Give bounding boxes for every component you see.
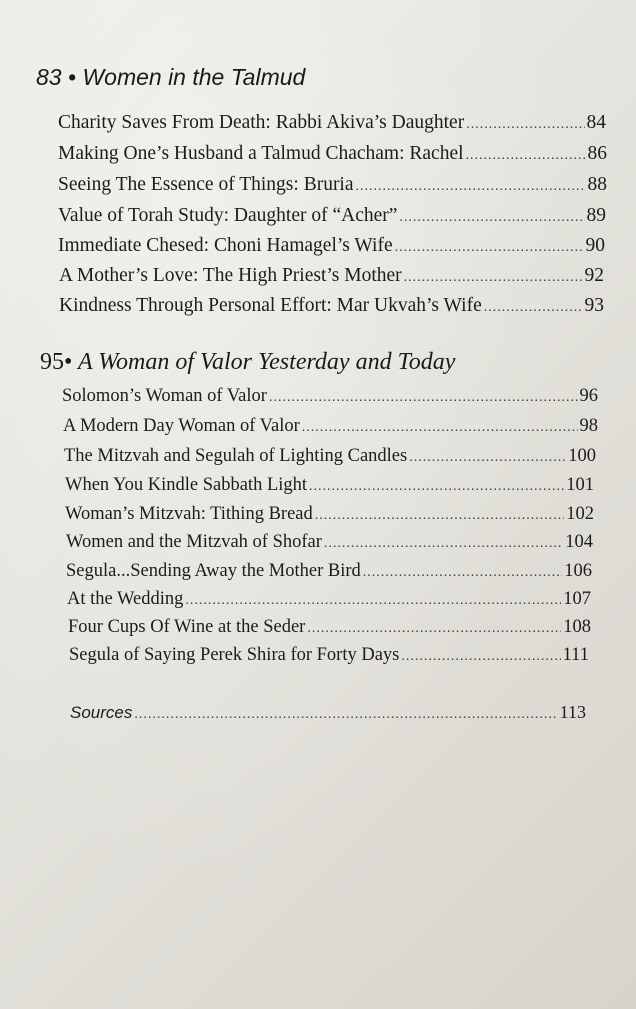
dot-leader bbox=[269, 390, 578, 406]
section-bullet: • bbox=[64, 349, 73, 375]
dot-leader bbox=[309, 479, 564, 495]
toc-entry bbox=[58, 143, 607, 165]
toc-entry-page: 92 bbox=[584, 265, 604, 286]
toc-entry bbox=[59, 265, 604, 287]
toc-entry-title: When You Kindle Sabbath Light bbox=[65, 475, 308, 495]
toc-entry-page: 102 bbox=[566, 504, 594, 524]
toc-entry bbox=[66, 561, 592, 582]
toc-entry-title: Four Cups Of Wine at the Seder bbox=[68, 617, 306, 637]
dot-leader bbox=[401, 649, 560, 665]
toc-entry-title: A Mother’s Love: The High Priest’s Mother bbox=[59, 265, 402, 286]
toc-entry bbox=[64, 446, 596, 467]
toc-entry-page: 101 bbox=[566, 475, 594, 495]
dot-leader bbox=[404, 270, 583, 286]
dot-leader bbox=[134, 707, 557, 723]
toc-entry-title: At the Wedding bbox=[67, 589, 184, 609]
toc-entry-title: Sources bbox=[70, 703, 133, 722]
toc-entry bbox=[58, 112, 606, 134]
toc-entry-title: Immediate Chesed: Choni Hamagel’s Wife bbox=[58, 235, 393, 256]
section-number: 83 bbox=[36, 64, 62, 90]
dot-leader bbox=[307, 621, 561, 637]
dot-leader bbox=[302, 420, 578, 436]
toc-entry-page: 107 bbox=[563, 589, 591, 609]
toc-entry-title: The Mitzvah and Segulah of Lighting Candles bbox=[64, 446, 408, 466]
dot-leader bbox=[363, 565, 562, 581]
toc-entry-title: Women and the Mitzvah of Shofar bbox=[66, 532, 322, 552]
dot-leader bbox=[315, 508, 565, 524]
toc-entry bbox=[63, 416, 598, 437]
dot-leader bbox=[185, 593, 561, 609]
toc-entry-title: Segula of Saying Perek Shira for Forty Days bbox=[69, 645, 400, 665]
toc-entry-title: Solomon’s Woman of Valor bbox=[62, 386, 267, 406]
toc-entry bbox=[66, 532, 593, 553]
toc-entry-page: 104 bbox=[565, 532, 593, 552]
dot-leader bbox=[409, 450, 566, 466]
toc-entry bbox=[67, 589, 591, 610]
toc-entry-page: 89 bbox=[586, 205, 606, 226]
toc-sources-entry bbox=[70, 702, 586, 723]
section-heading bbox=[36, 64, 305, 91]
toc-entry-page: 84 bbox=[586, 112, 606, 133]
section-title: A Woman of Valor Yesterday and Today bbox=[77, 349, 456, 375]
toc-entry bbox=[69, 645, 589, 666]
toc-entry-page: 96 bbox=[579, 386, 598, 406]
toc-entry bbox=[58, 235, 605, 257]
dot-leader bbox=[395, 240, 584, 256]
toc-entry-page: 98 bbox=[579, 416, 598, 436]
dot-leader bbox=[356, 179, 586, 195]
toc-entry-title: Charity Saves From Death: Rabbi Akiva’s Daughter bbox=[58, 112, 465, 133]
toc-entry-title: Making One’s Husband a Talmud Chacham: Rachel bbox=[58, 143, 464, 164]
section-number: 95 bbox=[40, 349, 64, 375]
toc-entry-title: A Modern Day Woman of Valor bbox=[63, 416, 300, 436]
toc-entry-page: 100 bbox=[568, 446, 596, 466]
toc-entry-page: 113 bbox=[559, 702, 586, 722]
toc-entry-title: Woman’s Mitzvah: Tithing Bread bbox=[65, 504, 313, 524]
toc-entry-title: Segula...Sending Away the Mother Bird bbox=[66, 561, 361, 581]
dot-leader bbox=[466, 117, 584, 133]
dot-leader bbox=[466, 148, 586, 164]
toc-entry-title: Seeing The Essence of Things: Bruria bbox=[58, 174, 354, 195]
section-bullet: • bbox=[67, 64, 77, 90]
toc-entry bbox=[58, 174, 607, 196]
toc-entry-title: Value of Torah Study: Daughter of “Acher” bbox=[58, 205, 398, 226]
dot-leader bbox=[324, 536, 563, 552]
toc-entry-page: 90 bbox=[585, 235, 605, 256]
toc-entry-page: 86 bbox=[587, 143, 607, 164]
toc-entry-page: 106 bbox=[564, 561, 592, 581]
toc-entry bbox=[58, 205, 606, 227]
toc-entry-page: 111 bbox=[562, 645, 589, 665]
toc-entry-page: 88 bbox=[587, 174, 607, 195]
section-heading bbox=[40, 349, 455, 376]
toc-entry bbox=[65, 475, 594, 496]
toc-entry bbox=[59, 295, 604, 317]
toc-entry-page: 93 bbox=[584, 295, 604, 316]
toc-entry-title: Kindness Through Personal Effort: Mar Ukvah’s Wife bbox=[59, 295, 482, 316]
toc-entry bbox=[65, 504, 594, 525]
toc-entry-page: 108 bbox=[563, 617, 591, 637]
toc-entry bbox=[62, 386, 598, 407]
dot-leader bbox=[399, 210, 584, 226]
toc-entry bbox=[68, 617, 591, 638]
dot-leader bbox=[484, 300, 583, 316]
section-title: Women in the Talmud bbox=[82, 64, 306, 90]
